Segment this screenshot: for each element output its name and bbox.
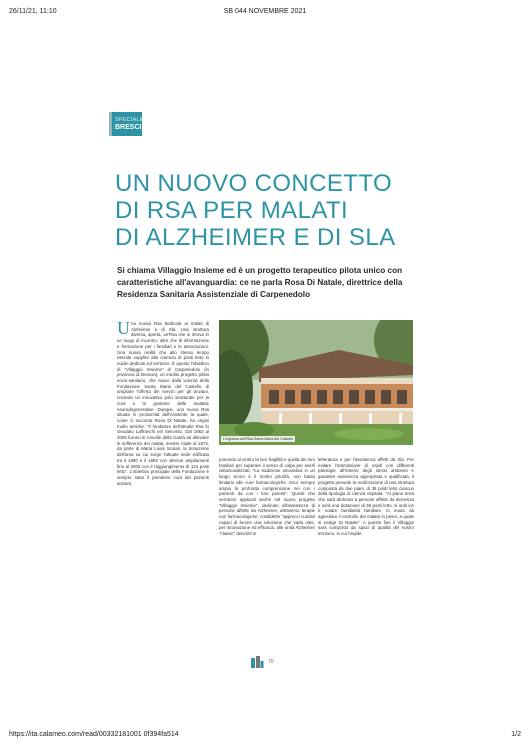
title-line-3: DI ALZHEIMER E DI SLA bbox=[115, 224, 396, 251]
article-title bbox=[115, 170, 415, 251]
section-tag-line1: SPECIALE bbox=[115, 117, 144, 123]
body-column-3: letteratura e per l'assistenza affetti da Sla. Per evitare l'ammissione di ospiti con differenti patologie all'interno degli stessi ambienti e garantire assistenza appropriata e qualificata, il progetto prevede la realizzazione di una struttura composta da due piani, di 36 posti letto ciascun della tipologia di utenza ospitata. "Al piano terra che sarà dedicato a persone affette da demenza e avrà una dotazione di 36 posti letto, si uniti ice e notare familiarità familiare, in modo da agevolare il controllo del malato in pieno, a quale si svolge Di Natale". A questo fine il Villaggio sarà composto da spazi di qualità del nostro territorio, in cui l'ospite bbox=[318, 457, 414, 537]
section-tag bbox=[112, 112, 147, 136]
photo-caption: L'ingresso dell'Rsa Santa Maria del Castello bbox=[223, 437, 294, 441]
print-datetime: 26/11/21, 11:10 bbox=[9, 8, 57, 15]
article-photo bbox=[219, 320, 413, 445]
building-photo-illustration bbox=[219, 320, 413, 445]
body-column-1 bbox=[117, 318, 209, 486]
article-subtitle: Si chiama Villaggio Insieme ed è un progetto terapeutico pilota unico con caratteristiche all'avanguardia: ce ne parla Rosa Di Natale, direttrice della Residenza Sanitaria Assistenziale di Carpenedolo bbox=[117, 266, 403, 299]
footer-url[interactable]: https://ita.calameo.com/read/00332181001 0f394fa514 bbox=[9, 731, 179, 738]
publication-label: SB 044 NOVEMBRE 2021 bbox=[223, 8, 307, 15]
body-text-1: na nuova Rsa dedicata ai malati di Alzheimer e di Sla. Una struttura diversa, aperta, un'Rsa che si ritrova in un luogo di incontro, oltre che di informazione e formazione per i familiari e le associazioni. Una nuova realtà che allo stesso tempo intende supplire alla carenza di posti letto in nuclei dedicati sul territorio. È questo l'obiettivo di "Villaggio Insieme" di Carpenedolo (in provincia di Brescia), un inedito progetto pilota socio-sanitario, che nasce dalla volontà della Fondazione Santa Maria del Castello di ampliare l'offerta dei servizi per gli anziani, creando un innovativo polo strutturale per la cura e la gestione delle malattie neurodegenerative. Dunque, una nuova Rsa situata in prossimità dell'esistente la quale, come ci racconta Rosa Di Natale, ha origini molto antiche: "Il fondatore dell'attuale Rsa fu Geodato Laffranchi nel Seicento. Dal 1953 al 2006 furono le Ancelle della Carità ad alleviare le sofferenze dei malati, mentre risale al 1974, da parte di Maria Luisa Scolari, la donazione dell'area su cui sorge l'attuale sede edificata tra il 1980 e il 1992 con ulteriori ampliamenti fino al 2003 con il raggiungimento di 124 posti letto". L'obiettivo principale della Fondazione è sempre stato il prendersi cura dei pazienti anziani, bbox=[117, 321, 209, 486]
page-number: 70 bbox=[268, 659, 274, 665]
title-line-1: UN NUOVO CONCETTO bbox=[115, 170, 393, 197]
section-tag-line2: BRESCIA bbox=[115, 124, 147, 131]
drop-cap: U bbox=[117, 318, 130, 338]
footer-page-count: 1/2 bbox=[511, 731, 521, 738]
magazine-page bbox=[92, 92, 449, 672]
title-line-2: DI RSA PER MALATI bbox=[115, 197, 349, 224]
body-column-2: ponendo al centro la loro fragilità e quella dei loro familiari per superare il senso di colpa per averli istituzionalizzati. "La tradizione innovativa in un luogo sicuro è il nostro priorità, non basta limitarsi alle cure farmacologiche. Dico sempre ampia la profonda comprensione nei con i pazienti da con i loro parenti". Questi che verranno applicati anche nel nuovo progetto "Villaggio Insieme", dedicato all'assistenza di persone affette da Alzheimer, attraverso terapie non farmacologiche, cosiddette "approcci curativi capaci di fornire una soluzione che vada oltre, per innovazione ed efficacia, alle unità Alzheimer "classic" descritti in bbox=[219, 457, 315, 537]
magazine-logo-icon bbox=[250, 655, 264, 669]
